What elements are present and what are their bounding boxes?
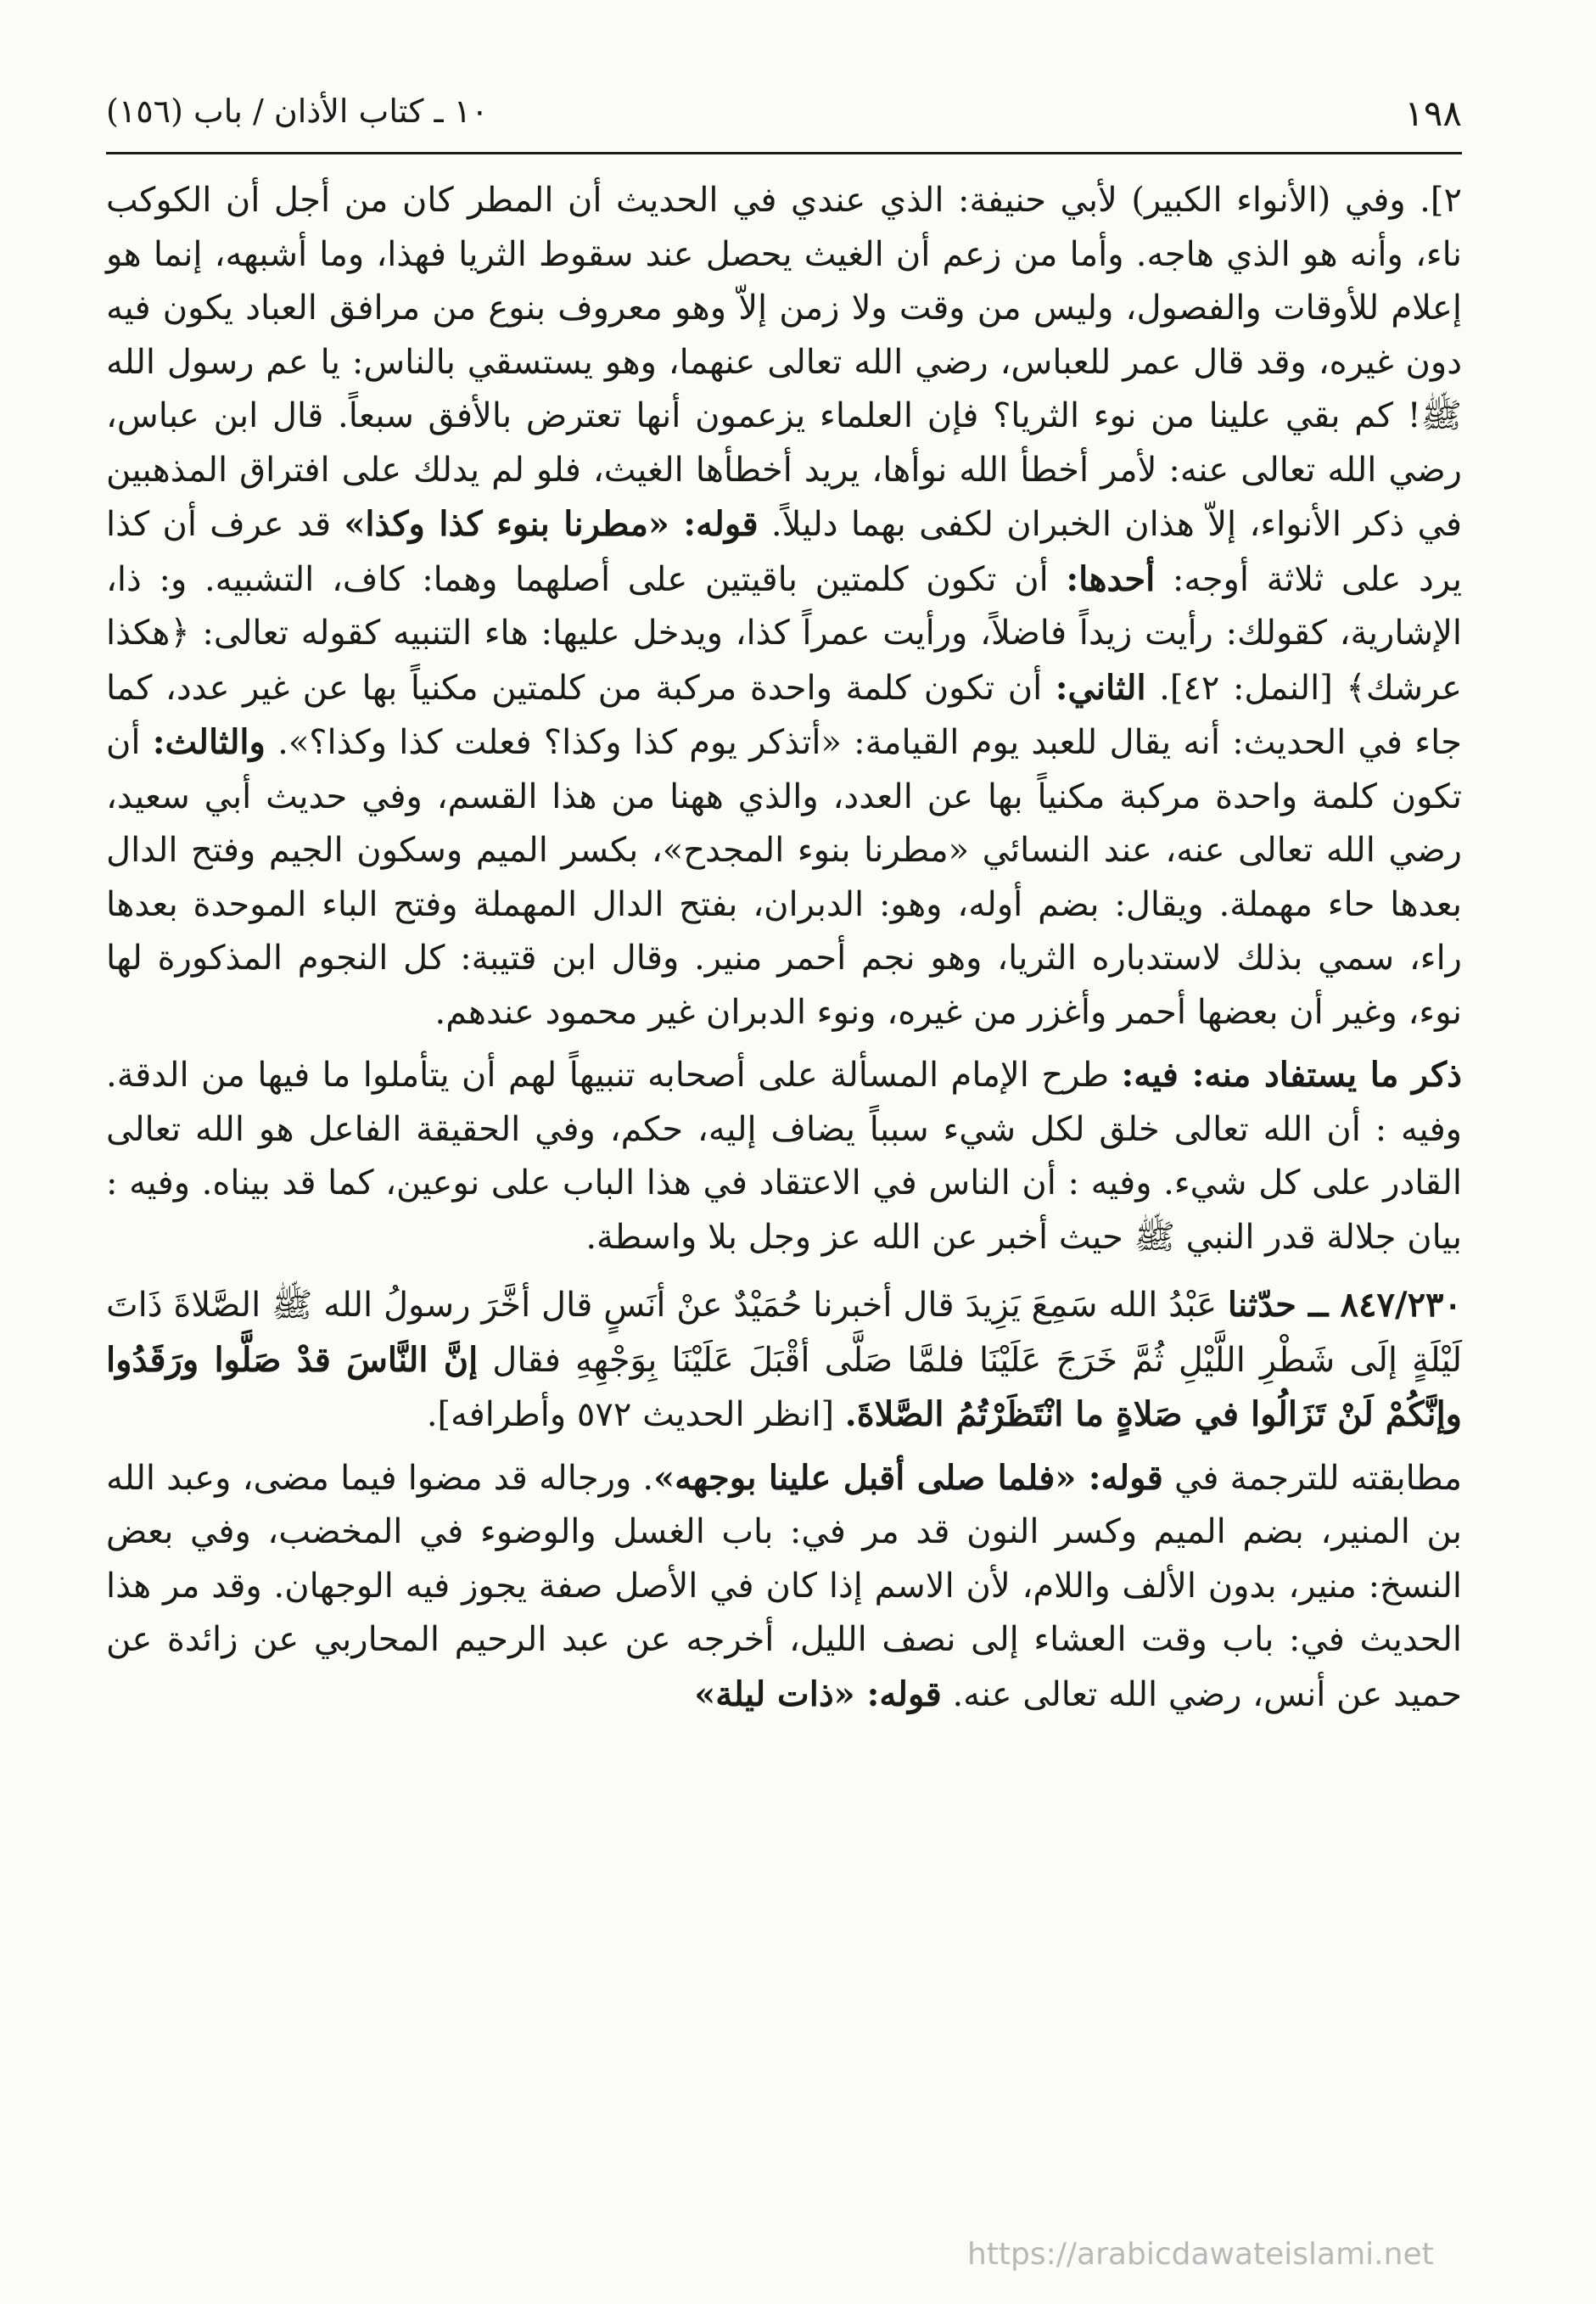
page [106, 81, 1463, 1714]
page-header [106, 81, 1462, 147]
bold-text-segment: ٨٤٧/٢٣٠ ــ حدّثنا [1227, 1285, 1463, 1325]
running-title: ١٠ ـ كتاب الأذان / باب (١٥٦) [106, 92, 489, 130]
bold-text-segment: والثالث: [152, 722, 266, 762]
text-segment: أن تكون كلمتين باقيتين على أصلهما وهما: كاف، التشبيه. و: ذا، الإشارية، كقولك: رأيت زيداً فاضلاً، ورأيت عمراً كذا، ويدخل عليها: هاء التنبيه كقوله تعالى: ﴿هكذا عرشك﴾ [النمل: ٤٢]. [106, 559, 1462, 708]
text-segment: [انظر الحديث ٥٧٢ وأطرافه]. [426, 1395, 845, 1434]
text-segment: مطابقته للترجمة في [1162, 1458, 1462, 1498]
bold-text-segment: أحدها: [1066, 558, 1156, 599]
text-segment: أن تكون كلمة واحدة مركبة من كلمتين مكنياً بها عن غير عدد، كما جاء في الحديث: أنه يقال للعبد يوم القيامة: «أتذكر يوم كذا وكذا؟ فعلت كذا وكذا؟». [106, 668, 1462, 762]
explanation-paragraph [106, 1451, 1462, 1723]
benefits-paragraph [106, 1048, 1462, 1264]
watermark-url: https://arabicdawateislami.net [967, 2237, 1434, 2272]
page-body [106, 174, 1462, 1730]
bold-text-segment: الثاني: [1055, 667, 1146, 708]
text-segment: أن تكون كلمة واحدة مركبة مكنياً بها عن العدد، والذي ههنا من هذا القسم، وفي حديث أبي سعيد، رضي الله تعالى عنه، عند النسائي «مطرنا بنوء المجدح»، بكسر الميم وسكون الجيم وفتح الدال بعدها حاء مهملة. ويقال: بضم أوله، وهو: الدبران، بفتح الدال المهملة وفتح الباء الموحدة بعدها راء، سمي بذلك لاستدباره الثريا، وهو نجم أحمر منير. وقال ابن قتيبة: كل النجوم المذكورة لها نوء، وغير أن بعضها أحمر وأغزر من غيره، ونوء الدبران غير محمود عندهم. [106, 723, 1462, 1032]
text-segment: طرح الإمام المسألة على أصحابه تنبيهاً لهم أن يتأملوا ما فيها من الدقة. وفيه : أن الله تعالى خلق لكل شيء سبباً يضاف إليه، حكم، وفي الحقيقة الفاعل هو الله تعالى القادر على كل شيء. وفيه : أن الناس في الاعتقاد في هذا الباب على نوعين، كما قد بيناه. وفيه : بيان جلالة قدر النبي ﷺ حيث أخبر عن الله عز وجل بلا واسطة. [106, 1056, 1462, 1257]
header-rule [106, 152, 1462, 154]
text-segment: قد عرف أن كذا يرد على ثلاثة أوجه: [106, 505, 1462, 599]
bold-text-segment: إنَّ النَّاسَ قدْ صَلَّوا ورَقَدُوا وإنَّكُمْ لَنْ تَزَالُوا في صَلاةٍ ما انْتَظَرْتُمُ الصَّلاةَ. [106, 1339, 1462, 1434]
bold-text-segment: قوله: «فلما صلى أقبل علينا بوجهه» [653, 1457, 1163, 1498]
text-segment: ٢]. وفي (الأنواء الكبير) لأبي حنيفة: الذي عندي في الحديث أن المطر كان من أجل أن الكوكب ناء، وأنه هو الذي هاجه. وأما من زعم أن الغيث يحصل عند سقوط الثريا فهذا، وما أشبهه، إنما هو إعلام للأوقات والفصول، وليس من وقت ولا زمن إلاّ وهو معروف بنوع من مرافق العباد يكون فيه دون غيره، وقد قال عمر للعباس، رضي الله تعالى عنهما، وهو يستسقي بالناس: يا عم رسول الله ﷺ! كم بقي علينا من نوء الثريا؟ فإن العلماء يزعمون أنها تعترض بالأفق سبعاً. قال ابن عباس، رضي الله تعالى عنه: لأمر أخطأ الله نوأها، يريد أخطأها الغيث، فلو لم يدلك على افتراق المذهبين في ذكر الأنواء، إلاّ هذان الخبران لكفى بهما دليلاً. [106, 181, 1462, 544]
bold-text-segment: قوله: «ذات ليلة» [694, 1673, 942, 1714]
hadith-paragraph [106, 1278, 1462, 1443]
bold-text-segment: قوله: «مطرنا بنوء كذا وكذا» [344, 504, 759, 544]
page-number: ١٩٨ [1404, 92, 1462, 134]
commentary-paragraph [106, 174, 1462, 1040]
bold-text-segment: ذكر ما يستفاد منه: فيه: [1121, 1055, 1462, 1095]
text-segment: . ورجاله قد مضوا فيما مضى، وعبد الله بن المنير، بضم الميم وكسر النون قد مر في: باب الغسل والوضوء في المخضب، وفي بعض النسخ: منير، بدون الألف واللام، لأن الاسم إذا كان في الأصل صفة يجوز فيه الوجهان. وقد مر هذا الحديث في: باب وقت العشاء إلى نصف الليل، أخرجه عن عبد الرحيم المحاربي عن زائدة عن حميد عن أنس، رضي الله تعالى عنه. [106, 1458, 1462, 1714]
text-segment: عَبْدُ الله سَمِعَ يَزِيدَ قال أخبرنا حُمَيْدٌ عنْ أنَسٍ قال أخَّرَ رسولُ الله ﷺ الصَّلاةَ ذَاتَ لَيْلَةٍ إلَى شَطْرِ اللَّيْلِ ثُمَّ خَرَجَ عَلَيْنَا فلمَّا صَلَّى أقْبَلَ عَلَيْنَا بِوَجْهِهِ فقال [106, 1286, 1463, 1380]
